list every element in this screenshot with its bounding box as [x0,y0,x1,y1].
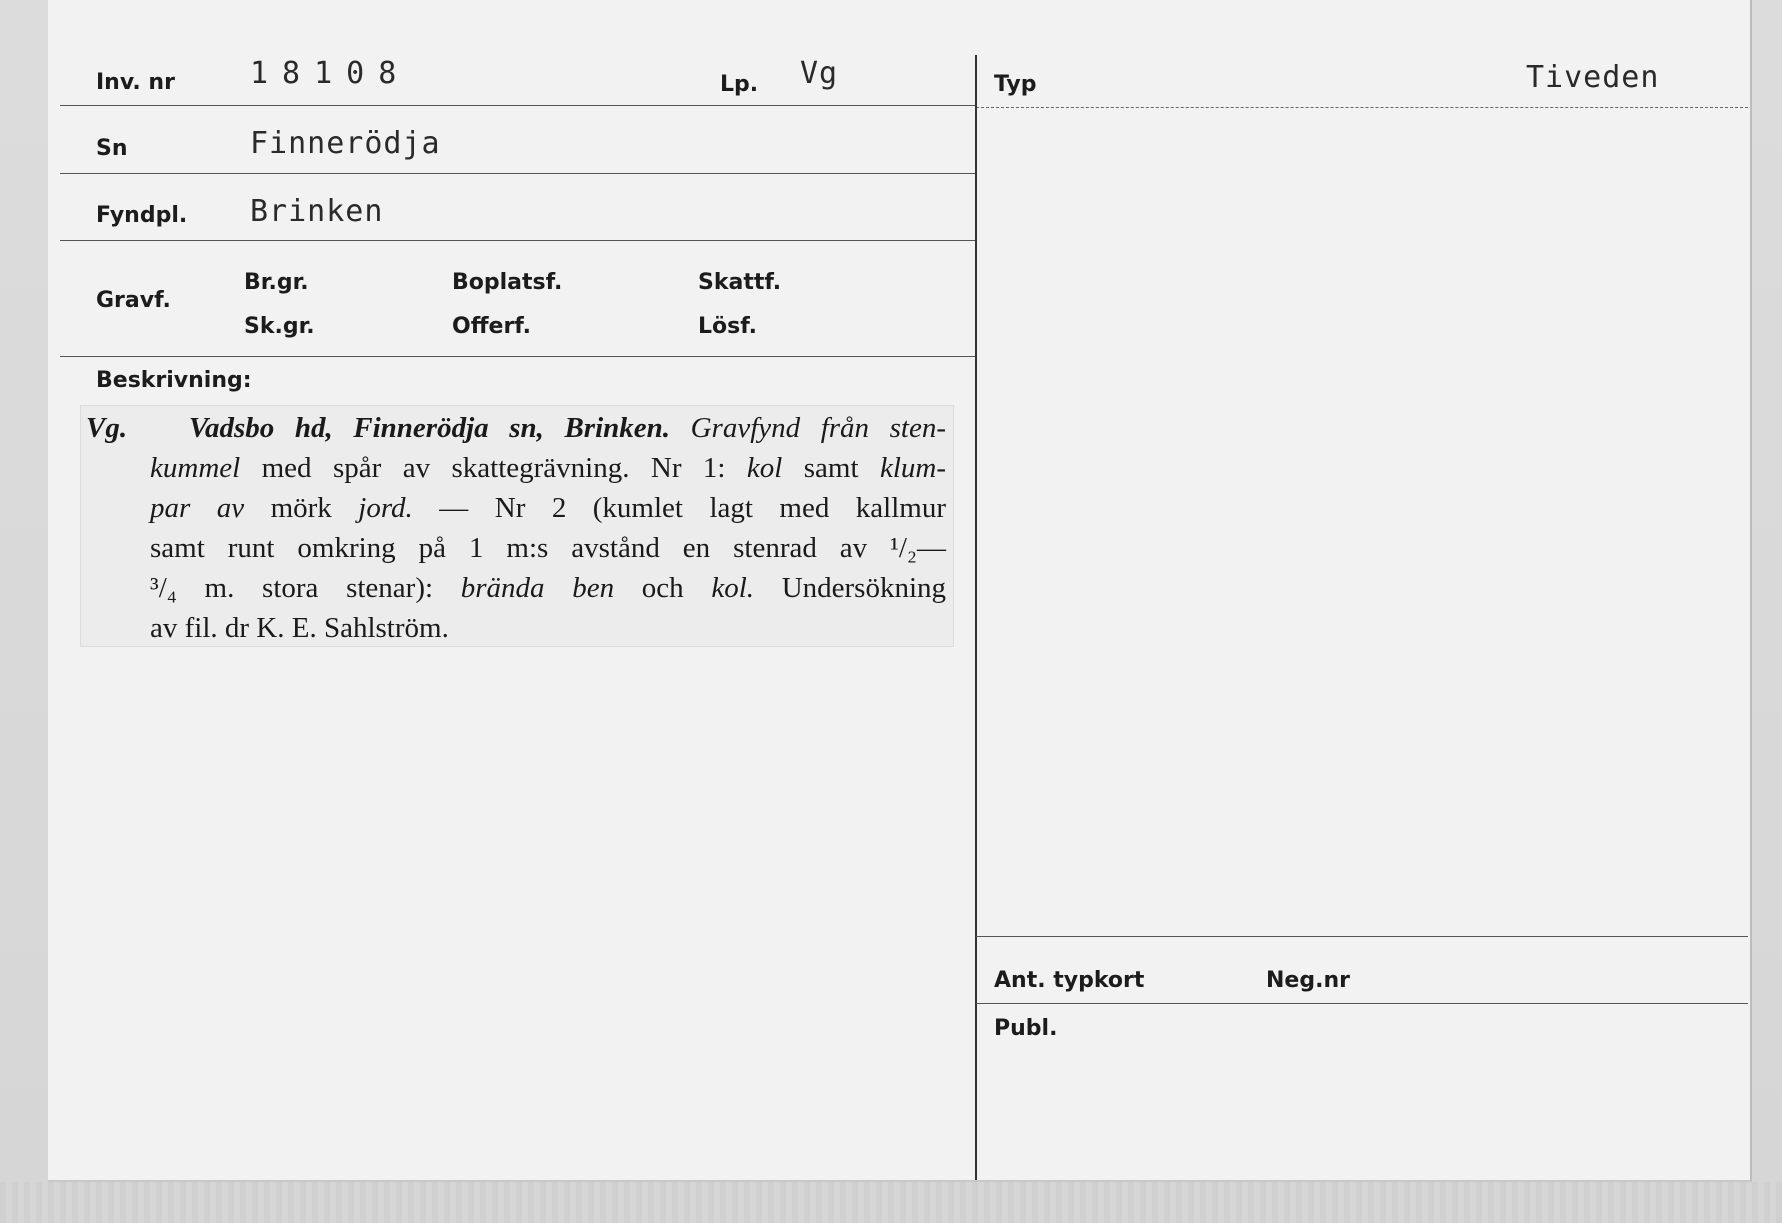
desc-line-5: ³/₄ m. stora stenar): brända ben och kol. Undersökning [150,572,947,604]
desc-line-6: av fil. dr K. E. Sahlström. [150,612,449,644]
lp-label: Lp. [720,72,759,97]
sn-value: Finnerödja [250,126,441,161]
sk-gr-label: Sk.gr. [244,314,315,339]
divider-footer-mid [976,1003,1748,1004]
inv-nr-label: Inv. nr [96,70,175,95]
divider-row4 [60,356,976,357]
typ-label: Typ [994,72,1037,97]
losf-label: Lösf. [698,314,757,339]
fyndpl-value: Brinken [250,194,384,229]
divider-row3 [60,240,976,241]
skattf-label: Skattf. [698,270,782,295]
divider-row2 [60,173,976,174]
divider-row1 [60,105,976,106]
beskrivning-label: Beskrivning: [96,368,252,393]
publ-label: Publ. [994,1016,1058,1041]
lp-value: Vg [800,56,839,91]
typ-value: Tiveden [1526,60,1660,95]
br-gr-label: Br.gr. [244,270,309,295]
boplatsf-label: Boplatsf. [452,270,563,295]
fyndpl-label: Fyndpl. [96,203,188,228]
scanner-edge [0,1182,1782,1223]
desc-line-3: par av mörk jord. — Nr 2 (kumlet lagt med kallmur [150,492,946,524]
sn-label: Sn [96,136,128,161]
desc-line-2: kummel med spår av skattegrävning. Nr 1: kol samt klum- [150,452,946,484]
neg-nr-label: Neg.nr [1266,968,1350,993]
divider-typ [976,107,1748,108]
description-text [86,408,946,648]
divider-footer-top [976,936,1748,937]
column-divider [975,55,977,1180]
ant-typkort-label: Ant. typkort [994,968,1145,993]
desc-line-1: Vg. Vadsbo hd, Finnerödja sn, Brinken. Gravfynd från sten- [86,412,947,444]
gravf-label: Gravf. [96,288,171,313]
inv-nr-value: 18108 [250,56,411,91]
desc-line-4: samt runt omkring på 1 m:s avstånd en stenrad av ¹/₂— [150,532,946,564]
offerf-label: Offerf. [452,314,532,339]
